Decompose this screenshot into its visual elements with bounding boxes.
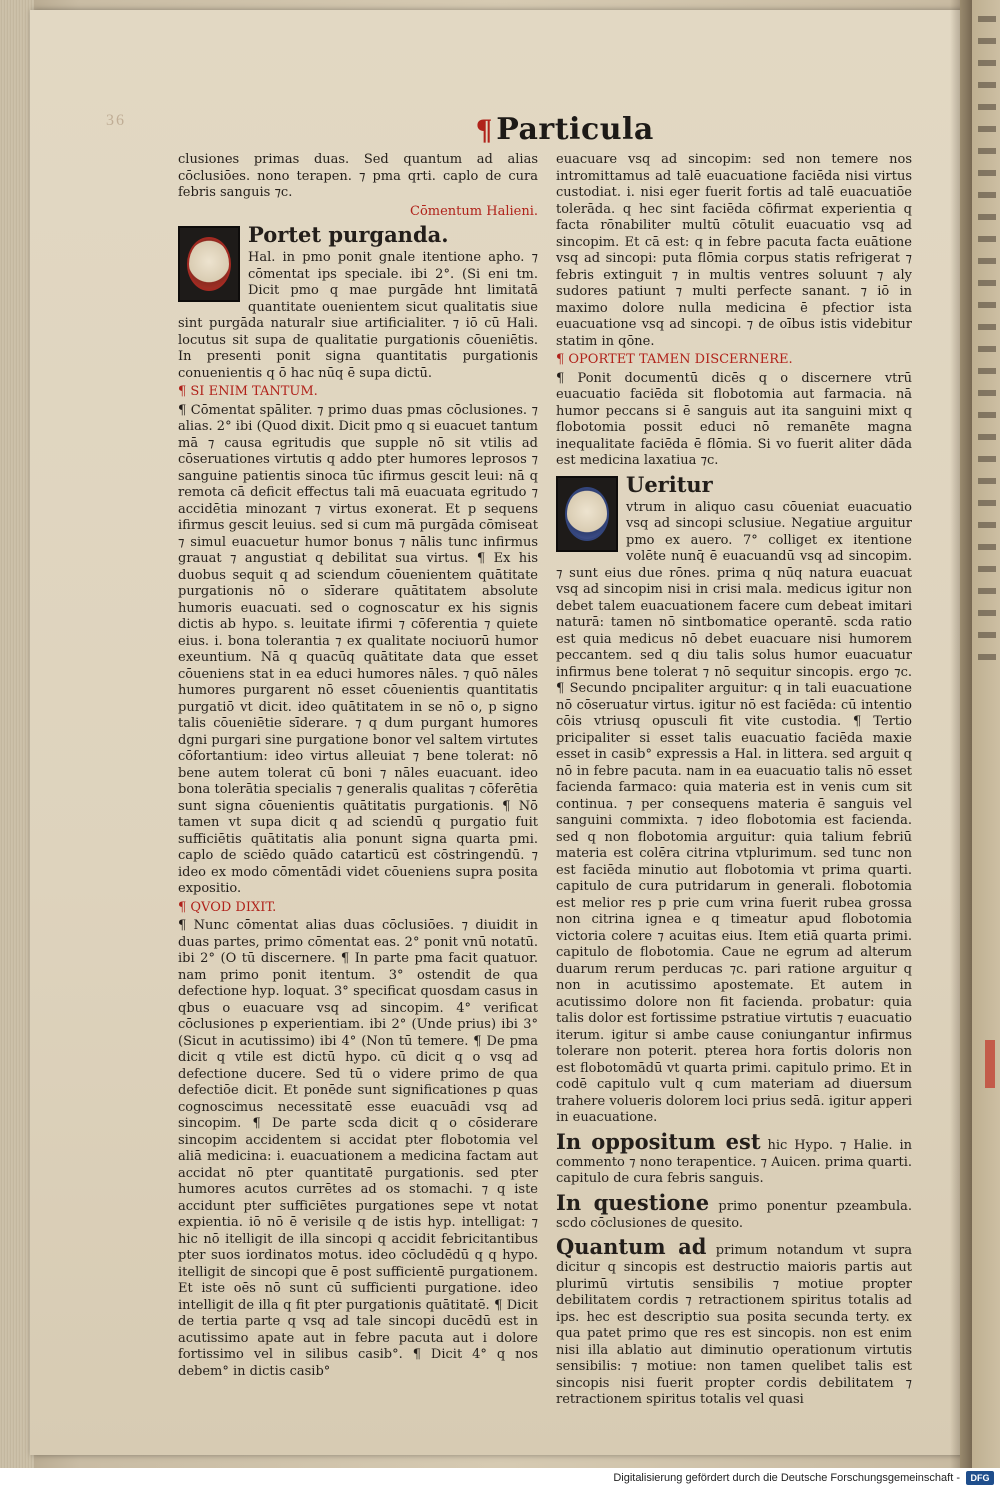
paragraph-tail: primum notandum vt supra dicitur q sincopis est destructio maioris partis aut plurimū virtutis sensibilis ⁊ motiue propter debilitatem cordis ⁊ retractionem spiritus totalis ad ips. hec est descriptio sua posita secunda terty. ex qua patet primo que res est sincopis. non est enim nisi illa ablatio aut diminutio operationum virtutis sensibilis: ⁊ motiue: non tamen quelibet talis est sincopis nisi fuerit propter cordis debilitatem ⁊ retractionem spiritus totalis vel quasi — [556, 1243, 912, 1407]
rubric-paragraph — [556, 1234, 912, 1409]
right-text-column — [556, 152, 913, 1407]
paragraph-tail: hic Hypo. ⁊ Halie. in commento ⁊ nono terapentice. ⁊ Auicen. prima quarti. capitulo de cura febris sanguis. — [556, 1137, 913, 1186]
decorated-initial-icon — [178, 226, 240, 302]
page-title: Particula — [496, 112, 654, 147]
paragraph: vtrum in aliquo casu cōueniat euacuatio vsq ad sincopi sclusiue. Negatiue arguitur pmo ex auero. 7° colliget ex itentione volēte nunq̄ ē euacuandū vsq ad sincopim. ⁊ sunt eius due rōnes. prima q nūq natura euacuat vsq ad sincopim nisi in crisi mala. medicus igitur non debet talem euacuationem facere cum debeat imitari naturā: tamen nō sintbomatice operantē. scda ratio est quia medicus nō debet euacuare nisi humorem peccantem. sed q diu talis solus humor euacuatur infirmus bene tolerat ⁊ nō sequitur sincopis. ergo ⁊c. ¶ Secundo pncipaliter arguitur: q in tali euacuatione nō cōseruatur virtus. igitur nō est faciēda: cū intentio cōis vtriusq opusculi fit vite custodia. ¶ Tertio pricipaliter si esset talis euacuatio faciēda maxie esset in casib° expressis a Hal. in littera. sed arguit q nō in febre pacuta. nam in ea euacuatio talis nō esset facienda farmaco: quia materia est in venis cum sit continua. ⁊ per consequens materia ē sanguis vel sanguini commixta. ⁊ ideo flobotomia est facienda. sed q non flobotomia arguitur: quia talium febriū materia est colēra citrina vtplurimum. sed tunc non est faciēda minutio aut flobotomia vt prima quarti. capitulo de cura putridarum in generali. flobotomia est melior res p prie cum vrina fuerit rubea grossa non citrina ignea e q timeatur apud flobotomia victoria colere ⁊ acuitas eius. Item etiā quarta primi. capitulo de flobotomia. Caue ne egrum ad alterum duarum rerum perducas ⁊c. pari ratione arguitur q non in acutissimo apostemate. Et autem in acutissimo dolore non fit facienda. probatur: quia talis dolor est fortissime pstratiue virtutis ⁊ euacuatio iterum. igitur si ambe cause coniungantur infirmus tolerare non poterit. pterea hora fortis doloris non est flobotomādū vt quarta primi. capitulo primo. Et in codē capitulo vult q cum materiam ad diuersum trahere volueris dolorem loci prius sedā. igitur apperi in euacuatione. — [556, 499, 912, 1125]
section-rubric: Portet purganda. — [248, 222, 449, 247]
section-rubric: In questione — [556, 1189, 710, 1215]
paragraph: euacuare vsq ad sincopim: sed non temere nos intromittamus ad talē euacuatione faciēda nisi virtus custodiat. i. nisi eger fuerit fortis ad talē euacuatiōe tolerāda. q hec sint faciēda cōfirmat experientia q facta rōnabiliter multū cōtulit euacuatio vsq ad sincopim. Et cā est: q in febre pacuta facta euātione vsq ad sincopi: puta flōmia corpus statis refrigerat ⁊ febris extinguit ⁊ in multis ventres soluunt ⁊ aly sudores patiunt ⁊ multi perfecte sanant. ⁊ iō in maximo dolore nulla medicina ē pfectior ista euacuatione vsq ad sincopi. ⁊ de oībus istis videbitur statim in qōne. — [556, 152, 912, 349]
footer-bar — [0, 1468, 1000, 1487]
rubric-line: Cōmentum Halieni. — [410, 203, 538, 219]
decorated-initial-icon — [556, 476, 618, 552]
spine-shadow — [950, 0, 972, 1468]
section-rubric: Ueritur — [626, 471, 713, 497]
book-edge-pages — [0, 0, 34, 1468]
pilcrow-mark: ¶ — [476, 113, 493, 146]
red-lemma: ¶ OPORTET TAMEN DISCERNERE. — [556, 352, 793, 367]
paragraph: clusiones primas duas. Sed quantum ad alias cōclusiōes. nono terapen. ⁊ pma qrti. caplo de cura febris sanguis ⁊c. — [178, 152, 538, 200]
running-header — [476, 112, 654, 152]
section-rubric: Quantum ad — [556, 1234, 707, 1259]
rubric-paragraph — [556, 1190, 912, 1233]
paragraph: Hal. in pmo ponit gnale itentione apho. ⁊ cōmentat ips speciale. ibi 2°. (Si eni tm. Dicit pmo q mae purgāde hnt limitatā quantitate ouenientem sicut qualitatis siue sint purgāda naturalr siue artificialiter. ⁊ iō cū Hali. locutus sit supa de qualitatie purgationis cōueniētis. In presenti ponit signa quantitatis purgationis conuenientis q ō hac nūq ē supa dictū. — [178, 250, 538, 381]
section-rubric: In oppositum est — [556, 1128, 761, 1154]
dfg-logo-icon: DFG — [966, 1471, 994, 1485]
paragraph: ¶ Nunc cōmentat alias duas cōclusiōes. ⁊ diuidit in duas partes, primo cōmentat eas. 2° ponit vnū notatū. ibi 2° (O tū discernere. ¶ In parte pma facit quatuor. nam primo ponit itentum. 3° ostendit de qua defectione hyp. loquat. 3° specificat quosdam casus in qbus o euacuare vsq ad sincopim. 4° verificat cōclusiones p experientiam. ibi 2° (Unde prius) ibi 3° (Sicut in acutissimo) ibi 4° (Non tū temere. ¶ De pma dicit q vtile est dictū hypo. cū dicit q o vsq ad defectione ducere. Sed tū o videre primo de qua defectiōe dicit. Et ponēde sunt significationes p quas cognoscimus necessitatē esse euacuādi vsq ad sincopim. ¶ De parte scda dicit q o cōsiderare sincopim accidentem si accidat pter flobotomia vel aliā medicina: i. euacuationem a medicina factam aut accidat nō pter quantitatē purgationis. sed pter humores acutos currētes ad os stomachi. ⁊ q iste accidunt pter sufficiētes purgationes sepe vt notat expientia. iō nō ē verisile q de istis hyp. intelligat: ⁊ hic nō itelligit de illa sincopi q accidit febricitantibus pter suos iordinatos motus. ideo cōcludēdū q q hypo. itelligit de sincopi que ē post sufficientē purgationem. Et iste oēs nō sunt cū sufficienti purgatione. ideo intelligit de illa q fit pter purgationis quātitatē. ¶ Dicit de tertia parte q vsq ad tale sincopi ducēdū est in acutissimo apate aut in febre pacuta aut i dolore fortissimo vel in silibus casib°. ¶ Dicit 4° q nos debem° in dictis casib° — [178, 918, 538, 1379]
red-lemma: ¶ SI ENIM TANTUM. — [178, 384, 318, 399]
footer-credit: Digitalisierung gefördert durch die Deutsche Forschungsgemeinschaft - — [613, 1471, 960, 1484]
rubric-paragraph — [556, 1129, 912, 1188]
paragraph: ¶ Cōmentat spāliter. ⁊ primo duas pmas cōclusiones. ⁊ alias. 2° ibi (Quod dixit. Dicit pmo q si euacuet tantum mā ⁊ causa egritudis que supple nō sit vtilis ad cōseruationes virtutis q addo pter humores leprosos ⁊ sanguine patientis sinoca tūc ifirmus gescit leui: nā q remota cā deficit effectus tali mā euacuata egritudo ⁊ accidētia minozant ⁊ virtus exonerat. Et p sequens ifirmus gescit leuius. sed si cum mā purgāda cōmiseat ⁊ simul euacuetur humor bonus ⁊ nālis tunc infirmus grauat ⁊ angustiat q debilitat sua virtus. ¶ Ex his duobus sequit q ad sciendum cōuenientem quātitate purgationis nō o sīderare quātitatem absolute humoris euacuati. sed o cognoscatur ex his signis dictis ab hypo. s. leuitate ifirmi ⁊ cōferentia ⁊ quiete eius. i. bona tolerantia ⁊ ex qualitate nociuorū humor exeuntium. Nā q quacūq quātitate data que esset cōueniens stat in ea educi humores nāles. ⁊ quō nāles humores purgarent nō esset cōuenientis quantitatis purgatiō vt dicit. ideo quātitatem in se nō o, p signo talis cōueniētie sīderare. ⁊ q dum purgant humores dgni purgari sine purgatione bonor vel saltem virtutes cōfortantium: ideo virtus alleuiat ⁊ bene tolerat: nō bene autem tolerat cū boni ⁊ nāles euacuant. ideo bona tolerātia specialis ⁊ generalis qualitas ⁊ cōferētia sunt signa cōuenientis quātitatis purgationis. ¶ Nō tamen vt supa dicit q ad sciendū q purgatio fuit sufficiētis quātitatis alia ponunt signa quarta pmi. caplo de sciēdo quādo catarticū est cōstringendū. ⁊ ideo ex modo cōmentādi videt cōueniens supra posita expositio. — [178, 402, 538, 896]
paragraph: ¶ Ponit documentū dicēs q o discernere vtrū euacuatio faciēda sit flobotomia aut farmacia. nā humor peccans si ē sanguis aut ita sanguini mixt q flobotomia possit educi nō remanēte magna inequalitate faciēda ē flōmia. Si vo fuerit aliter dāda est medicina laxatiua ⁊c. — [556, 370, 912, 468]
paragraph-tail: primo ponentur pzeambula. scdo cōclusiones de quesito. — [556, 1198, 912, 1231]
red-lemma: ¶ QVOD DIXIT. — [178, 899, 277, 915]
folio-note: 36 — [106, 112, 126, 129]
bookmark-tab — [985, 1040, 995, 1088]
left-text-column — [178, 152, 538, 1379]
